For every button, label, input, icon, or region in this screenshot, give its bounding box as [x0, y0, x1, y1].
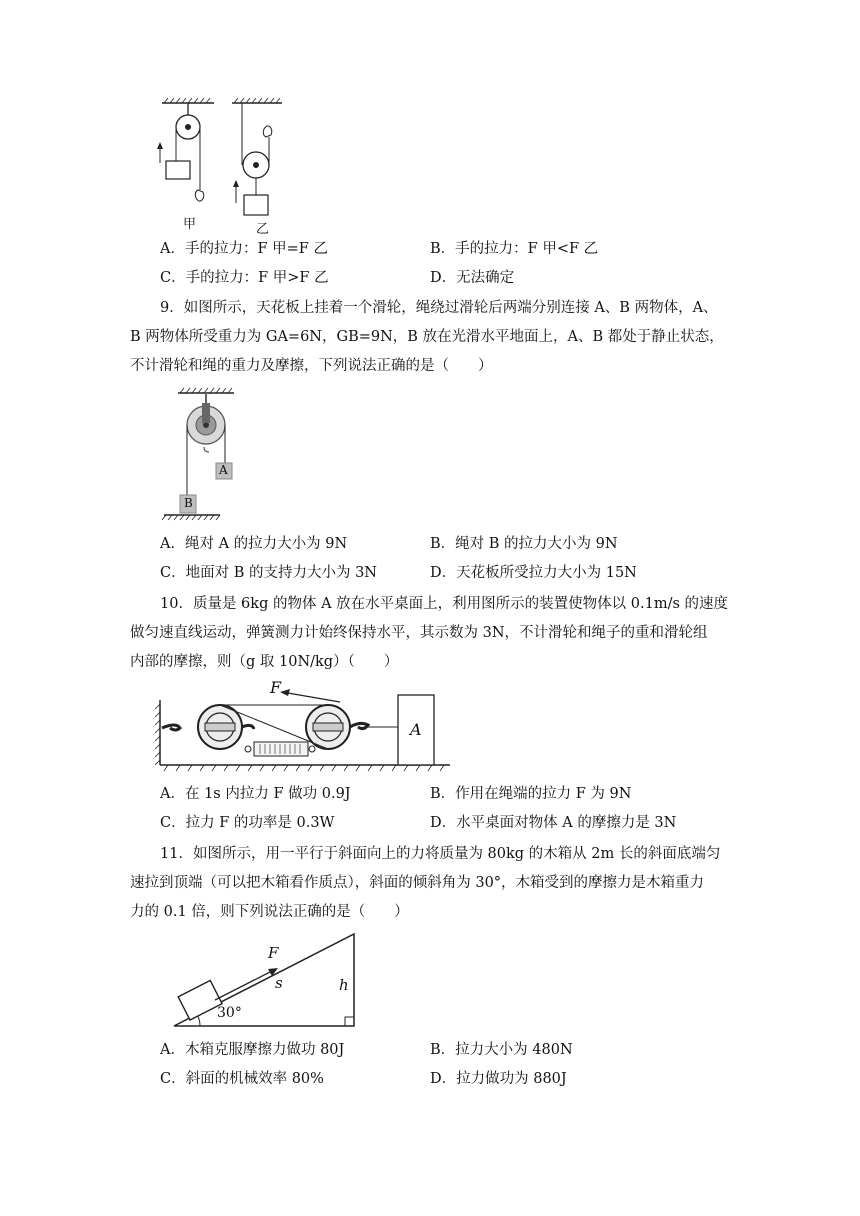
- q11-label-angle: 30°: [217, 1005, 242, 1021]
- q8-option-b[interactable]: B．手的拉力：F 甲<F 乙: [430, 241, 599, 257]
- q9-option-c[interactable]: C．地面对 B 的支持力大小为 3N: [160, 565, 377, 581]
- q8-option-d[interactable]: D．无法确定: [430, 270, 515, 286]
- q8-label-yi: 乙: [256, 222, 270, 237]
- q11-label-s: s: [275, 974, 283, 992]
- q10-stem-line-3: 内部的摩擦，则（g 取 10N/kg）（ ）: [130, 654, 399, 670]
- q9-label-b: B: [184, 496, 193, 510]
- q10-option-d[interactable]: D．水平桌面对物体 A 的摩擦力是 3N: [430, 815, 677, 831]
- q10-option-a[interactable]: A．在 1s 内拉力 F 做功 0.9J: [160, 786, 351, 802]
- q11-label-h: h: [339, 976, 349, 994]
- q9-stem-line-2: B 两物体所受重力为 GA=6N，GB=9N，B 放在光滑水平地面上，A、B 都处于静止状态，: [130, 329, 724, 345]
- q11-stem-line-2: 速拉到顶端（可以把木箱看作质点），斜面的倾斜角为 30°，木箱受到的摩擦力是木箱重力: [130, 875, 705, 891]
- q9-stem-line-3: 不计滑轮和绳的重力及摩擦，下列说法正确的是（ ）: [130, 358, 493, 374]
- q10-label-f: F: [270, 678, 282, 697]
- q10-stem-line-1: 10．质量是 6kg 的物体 A 放在水平桌面上，利用图所示的装置使物体以 0.1m/s 的速度: [160, 596, 729, 612]
- q8-option-a[interactable]: A．手的拉力：F 甲=F 乙: [160, 241, 328, 257]
- q11-option-a[interactable]: A．木箱克服摩擦力做功 80J: [160, 1042, 345, 1058]
- q10-option-b[interactable]: B．作用在绳端的拉力 F 为 9N: [430, 786, 632, 802]
- q9-option-a[interactable]: A．绳对 A 的拉力大小为 9N: [160, 536, 348, 552]
- q11-option-d[interactable]: D．拉力做功为 880J: [430, 1071, 567, 1087]
- q9-stem-line-1: 9．如图所示，天花板上挂着一个滑轮，绳绕过滑轮后两端分别连接 A、B 两物体，A、: [160, 300, 718, 316]
- q11-label-f: F: [268, 944, 279, 962]
- q11-stem-line-1: 11．如图所示，用一平行于斜面向上的力将质量为 80kg 的木箱从 2m 长的斜面底端匀: [160, 846, 721, 862]
- q8-label-jia: 甲: [183, 217, 197, 232]
- q10-stem-line-2: 做匀速直线运动，弹簧测力计始终保持水平，其示数为 3N，不计滑轮和绳子的重和滑轮组: [130, 625, 708, 641]
- q11-stem-line-3: 力的 0.1 倍，则下列说法正确的是（ ）: [130, 904, 409, 920]
- q9-label-a: A: [219, 463, 228, 477]
- q9-option-b[interactable]: B．绳对 B 的拉力大小为 9N: [430, 536, 618, 552]
- q10-label-a: A: [410, 720, 422, 739]
- q9-option-d[interactable]: D．天花板所受拉力大小为 15N: [430, 565, 637, 581]
- q11-option-c[interactable]: C．斜面的机械效率 80%: [160, 1071, 324, 1087]
- q11-option-b[interactable]: B．拉力大小为 480N: [430, 1042, 573, 1058]
- q8-pulley-figure: [150, 95, 300, 235]
- q10-option-c[interactable]: C．拉力 F 的功率是 0.3W: [160, 815, 335, 831]
- q8-option-c[interactable]: C．手的拉力：F 甲>F 乙: [160, 270, 329, 286]
- q9-pulley-figure: [160, 385, 260, 525]
